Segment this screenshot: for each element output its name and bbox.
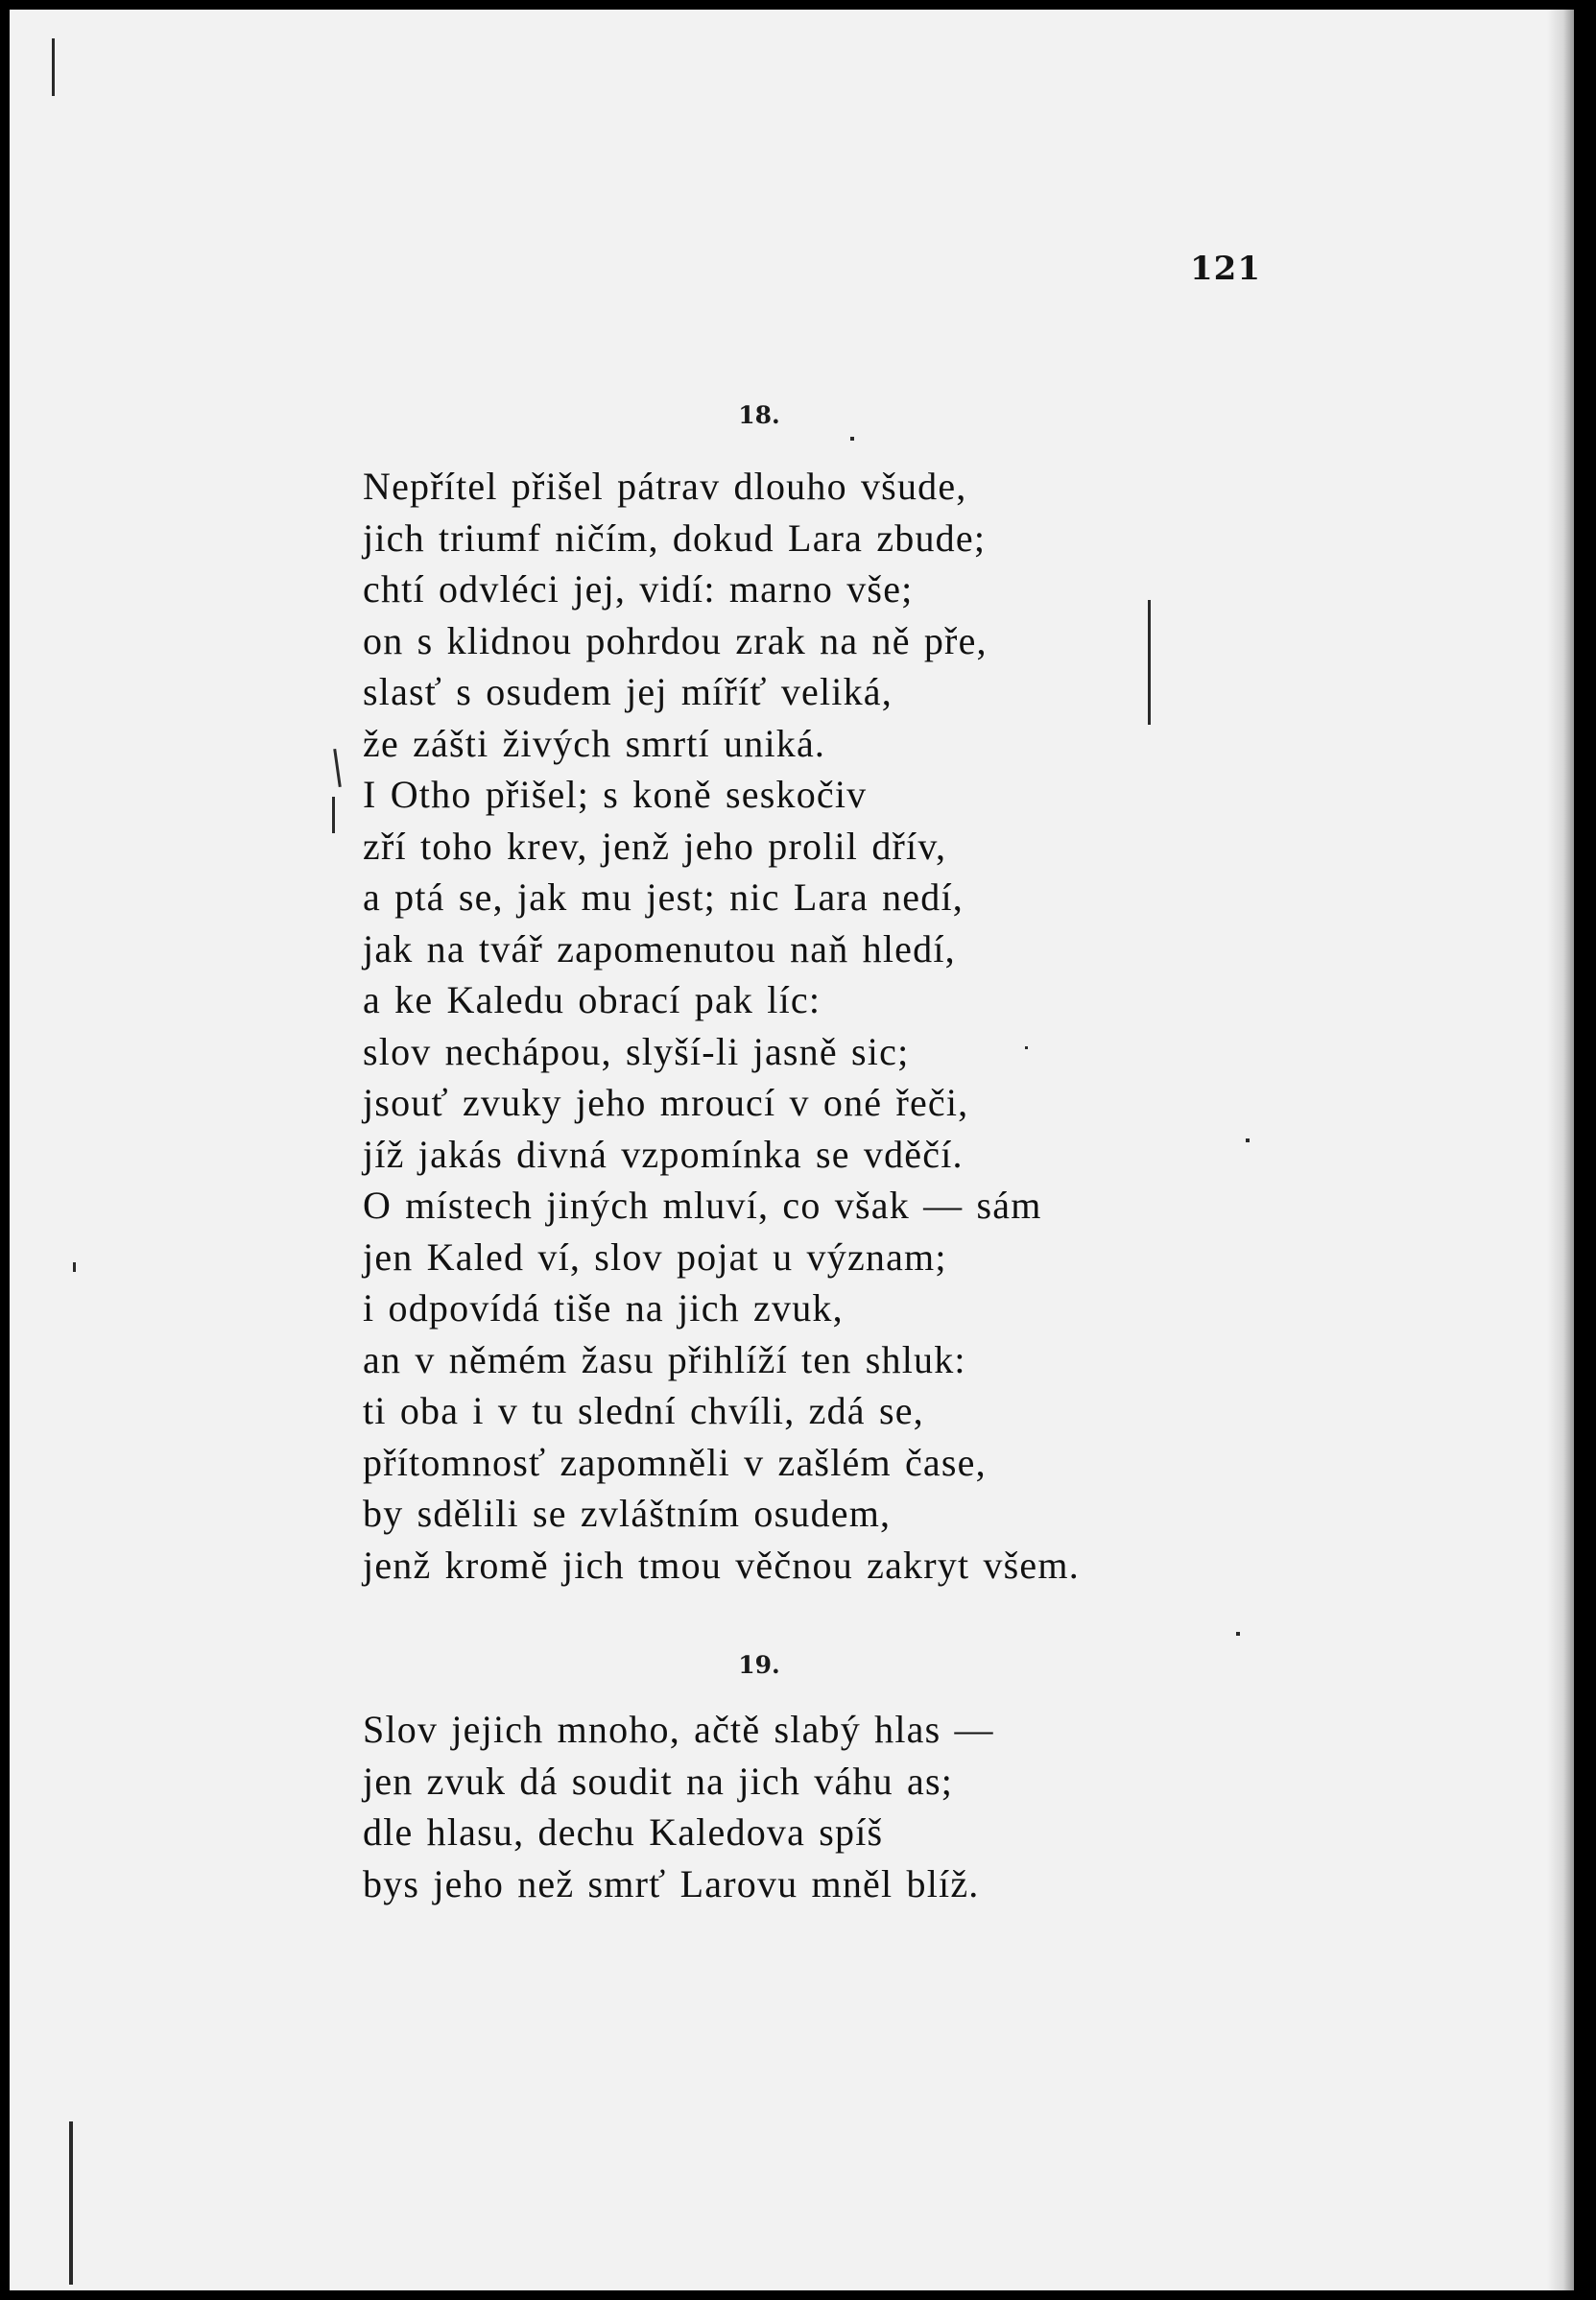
stanza-18 bbox=[363, 461, 1322, 1591]
verse-line: a ptá se, jak mu jest; nic Lara nedí, bbox=[363, 875, 964, 919]
verse-line: Slov jejich mnoho, ačtě slabý hlas — bbox=[363, 1708, 994, 1751]
verse-line: jíž jakás divná vzpomínka se vděčí. bbox=[363, 1132, 964, 1176]
scan-dot bbox=[1236, 1632, 1240, 1636]
page-number: 121 bbox=[1190, 250, 1261, 288]
verse-line: a ke Kaledu obrací pak líc: bbox=[363, 978, 822, 1021]
stanza-19 bbox=[363, 1704, 1322, 1909]
stanza-number: 19. bbox=[738, 1651, 780, 1679]
scan-dot bbox=[850, 437, 854, 441]
verse-line: bys jeho než smrť Larovu mněl blíž. bbox=[363, 1861, 980, 1905]
book-page bbox=[10, 10, 1574, 2290]
verse-line: i odpovídá tiše na jich zvuk, bbox=[363, 1286, 844, 1330]
verse-line: I Otho přišel; s koně seskočiv bbox=[363, 773, 868, 816]
verse-line: jenž kromě jich tmou věčnou zakryt všem. bbox=[363, 1543, 1080, 1587]
verse-line: jich triumf ničím, dokud Lara zbude; bbox=[363, 515, 987, 560]
verse-line: an v němém žasu přihlíží ten shluk: bbox=[363, 1337, 966, 1381]
verse-line: že zášti živých smrtí uniká. bbox=[363, 721, 826, 765]
verse-line: by sdělili se zvláštním osudem, bbox=[363, 1492, 892, 1535]
verse-line: on s klidnou pohrdou zrak na ně pře, bbox=[363, 618, 988, 662]
verse-line: zří toho krev, jenž jeho prolil dřív, bbox=[363, 824, 947, 868]
scan-mark bbox=[332, 797, 335, 833]
verse-line: přítomnosť zapomněli v zašlém čase, bbox=[363, 1440, 987, 1484]
page-edge-shadow bbox=[1547, 10, 1574, 2290]
stanza-number: 18. bbox=[738, 401, 780, 429]
scan-mark bbox=[69, 2121, 73, 2285]
verse-line: dle hlasu, dechu Kaledova spíš bbox=[363, 1810, 884, 1854]
verse-line: slasť s osudem jej míříť veliká, bbox=[363, 670, 893, 713]
verse-line: O místech jiných mluví, co však — sám bbox=[363, 1184, 1042, 1227]
scan-mark bbox=[333, 749, 342, 787]
verse-line: jen Kaled ví, slov pojat u význam; bbox=[363, 1234, 947, 1279]
scan-dot bbox=[73, 1262, 76, 1272]
verse-line: jen zvuk dá soudit na jich váhu as; bbox=[363, 1759, 954, 1803]
verse-line: jsouť zvuky jeho mroucí v oné řeči, bbox=[363, 1081, 969, 1124]
verse-line: jak na tvář zapomenutou naň hledí, bbox=[363, 926, 956, 970]
verse-line: chtí odvléci jej, vidí: marno vše; bbox=[363, 567, 914, 611]
verse-line: slov nechápou, slyší-li jasně sic; bbox=[363, 1029, 910, 1073]
verse-line: ti oba i v tu slední chvíli, zdá se, bbox=[363, 1389, 924, 1432]
scan-mark bbox=[52, 38, 55, 96]
verse-line: Nepřítel přišel pátrav dlouho všude, bbox=[363, 465, 967, 508]
